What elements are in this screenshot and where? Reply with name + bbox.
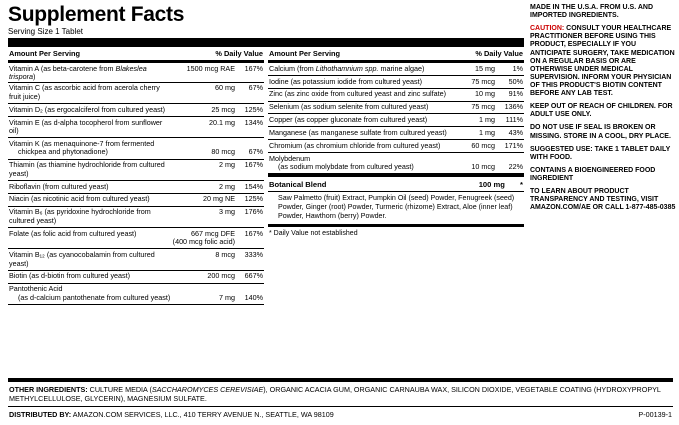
- nutrient-dv: 167%: [236, 159, 264, 180]
- table-row-continuation: [268, 163, 524, 174]
- other-ingredients-label: OTHER INGREDIENTS:: [9, 385, 88, 394]
- table-row: [268, 127, 524, 140]
- transparency-statement: TO LEARN ABOUT PRODUCT TRANSPARENCY AND TESTING, VISIT AMAZON.COM/AE OR CALL 1-877-485-0385: [530, 188, 676, 212]
- nutrient-amount: 1 mg: [448, 114, 496, 127]
- nutrient-dv: 667%: [236, 270, 264, 283]
- nutrient-name-continued: chickpea and phytonadione): [8, 148, 172, 159]
- table-row: [268, 88, 524, 101]
- nutrient-name: Vitamin B₆ (as pyridoxine hydrochloride from cultured yeast): [8, 206, 172, 227]
- nutrient-amount: 10 mg: [448, 88, 496, 101]
- distributed-by-address: AMAZON.COM SERVICES, LLC., 410 TERRY AVENUE N., SEATTLE, WA 98109: [71, 410, 334, 419]
- nutrient-name: Manganese (as manganese sulfate from cultured yeast): [268, 127, 448, 140]
- nutrient-name: Calcium (from Lithothamnium spp. marine algae): [268, 63, 448, 75]
- nutrient-name: Molybdenum: [269, 153, 311, 163]
- nutrient-name-continued: (as sodium molybdate from cultured yeast): [268, 163, 448, 174]
- table-row: [8, 206, 264, 227]
- table-row: [268, 63, 524, 75]
- nutrient-dv: 176%: [236, 206, 264, 227]
- amount-per-serving-label-left: Amount Per Serving: [9, 49, 81, 59]
- nutrient-amount-continued: (400 mcg folic acid): [172, 238, 236, 249]
- table-row: [268, 75, 524, 88]
- nutrient-columns: [8, 47, 524, 305]
- botanical-blend-amount: 100 mg: [478, 179, 505, 189]
- nutrient-name: Thiamin (as thiamine hydrochloride from cultured yeast): [8, 159, 172, 180]
- nutrient-dv: 125%: [236, 104, 264, 117]
- nutrient-amount: 20 mg NE: [172, 193, 236, 206]
- nutrient-amount: 25 mcg: [172, 104, 236, 117]
- nutrient-name: Vitamin A (as beta-carotene from Blakeslea trispora): [9, 63, 147, 82]
- nutrient-name: Biotin (as d-biotin from cultured yeast): [8, 270, 172, 283]
- nutrient-column-right: [268, 47, 524, 305]
- table-row: [8, 180, 264, 193]
- label-top-area: [8, 3, 676, 305]
- nutrient-amount: 60 mcg: [448, 140, 496, 153]
- nutrient-column-left: [8, 47, 264, 305]
- nutrient-amount: 20.1 mg: [172, 116, 236, 137]
- table-row-continuation: [8, 148, 264, 159]
- nutrient-name: Niacin (as nicotinic acid from cultured yeast): [8, 193, 172, 206]
- suggested-use-label: SUGGESTED USE:: [530, 145, 593, 153]
- nutrient-dv: 1%: [496, 63, 524, 75]
- label-bottom-area: [8, 378, 673, 421]
- nutrient-dv: [236, 238, 264, 249]
- table-row: [8, 104, 264, 117]
- distributed-by: [8, 407, 673, 421]
- nutrient-table-left: [8, 63, 264, 305]
- table-row-continuation: [8, 294, 264, 305]
- nutrient-dv: 134%: [236, 116, 264, 137]
- do-not-use-statement: DO NOT USE IF SEAL IS BROKEN OR MISSING. STORE IN A COOL, DRY PLACE.: [530, 124, 671, 140]
- daily-value-footnote: * Daily Value not established: [269, 229, 358, 237]
- nutrient-name: Riboflavin (from cultured yeast): [8, 180, 172, 193]
- nutrient-dv: 67%: [236, 148, 264, 159]
- daily-value-label-right: % Daily Value: [475, 49, 523, 59]
- nutrient-dv: 22%: [496, 163, 524, 174]
- nutrient-dv: 154%: [236, 180, 264, 193]
- nutrient-dv: 167%: [244, 63, 263, 73]
- nutrient-amount: 75 mcg: [448, 101, 496, 114]
- caution-statement: [530, 25, 678, 98]
- nutrient-amount: 1 mg: [448, 127, 496, 140]
- table-row: [8, 270, 264, 283]
- bioengineered-statement: CONTAINS A BIOENGINEERED FOOD INGREDIENT: [530, 166, 656, 182]
- nutrient-name: Vitamin C (as ascorbic acid from acerola cherry fruit juice): [8, 82, 172, 103]
- nutrient-name: Vitamin E (as d-alpha tocopherol from sunflower oil): [8, 116, 172, 137]
- nutrient-table-right: [268, 63, 524, 174]
- table-row: [268, 114, 524, 127]
- serving-size: Serving Size 1 Tablet: [8, 27, 84, 37]
- nutrient-name: Folate (as folic acid from cultured yeast): [9, 228, 137, 238]
- caution-text: CONSULT YOUR HEALTHCARE PRACTITIONER BEFORE USING THIS PRODUCT, ESPECIALLY IF YOU ANTICIPATE SURGERY, TAKE MEDICATION ON A REGULAR BASIS OR ARE OTHERWISE UNDER MEDICAL SUPERVISION. INFORM YOUR PHYSICIAN OF THIS PRODUCT'S BIOTIN CONTENT BEFORE ANY LAB TEST.: [530, 25, 675, 98]
- nutrient-amount: 60 mg: [172, 82, 236, 103]
- page-title: Supplement Facts: [8, 3, 185, 26]
- table-row: [8, 116, 264, 137]
- other-ingredients-text-1: CULTURE MEDIA (: [87, 385, 152, 394]
- botanical-blend-header: [268, 177, 524, 191]
- nutrient-amount: 667 mcg DFE: [191, 228, 235, 238]
- nutrient-name: Vitamin D₂ (as ergocalciferol from cultured yeast): [8, 104, 172, 117]
- nutrient-name: Vitamin B₁₂ (as cyanocobalamin from cultured yeast): [8, 249, 172, 270]
- product-info-panel: [524, 4, 678, 217]
- table-row: [268, 140, 524, 153]
- table-row-continuation: [8, 238, 264, 249]
- nutrient-dv: 91%: [496, 88, 524, 101]
- column-header-left: [8, 47, 264, 60]
- nutrient-amount: 8 mcg: [172, 249, 236, 270]
- distributed-by-label: DISTRIBUTED BY:: [9, 410, 72, 419]
- nutrient-dv: 136%: [496, 101, 524, 114]
- origin-statement: MADE IN THE U.S.A. FROM U.S. AND IMPORTED INGREDIENTS.: [530, 4, 654, 20]
- table-row: [8, 82, 264, 103]
- botanical-blend-dv: *: [520, 179, 523, 189]
- botanical-blend-title: Botanical Blend: [269, 179, 327, 189]
- nutrient-amount: 1500 mcg RAE: [186, 63, 235, 73]
- nutrient-amount: 2 mg: [172, 180, 236, 193]
- suggested-use-text: TAKE 1 TABLET DAILY WITH FOOD.: [530, 145, 671, 161]
- nutrient-dv: 67%: [236, 82, 264, 103]
- nutrient-amount: 80 mcg: [172, 148, 236, 159]
- nutrient-name: Chromium (as chromium chloride from cultured yeast): [268, 140, 448, 153]
- nutrient-amount: 7 mg: [172, 294, 236, 305]
- botanical-blend-ingredients: Saw Palmetto (fruit) Extract, Pumpkin Oil (seed) Powder, Fenugreek (seed) Powder, Ginger (root) Powder, Turmeric (rhizome) Extract, Aloe (inner leaf) Powder, Hawthorn (berry) Powder.: [278, 194, 515, 221]
- nutrient-amount: 15 mg: [448, 63, 496, 75]
- nutrient-dv: 111%: [496, 114, 524, 127]
- other-ingredients: [8, 382, 673, 406]
- table-row: [8, 159, 264, 180]
- nutrient-dv: 171%: [496, 140, 524, 153]
- nutrient-name-continued: [8, 238, 172, 249]
- table-row: [8, 193, 264, 206]
- other-ingredients-italic: SACCHAROMYCES CEREVISIAE: [151, 385, 264, 394]
- supplement-facts-panel: [8, 4, 524, 305]
- nutrient-amount: 75 mcg: [448, 75, 496, 88]
- nutrient-dv: 140%: [236, 294, 264, 305]
- keep-out-of-reach-statement: KEEP OUT OF REACH OF CHILDREN. FOR ADULT USE ONLY.: [530, 103, 673, 119]
- nutrient-name: Pantothenic Acid: [9, 284, 63, 294]
- distributed-by-text-group: [9, 410, 334, 419]
- nutrient-dv: 333%: [236, 249, 264, 270]
- nutrient-name: Iodine (as potassium iodide from cultured yeast): [268, 75, 448, 88]
- botanical-blend-amount-group: [479, 180, 523, 189]
- nutrient-name: Vitamin K (as menaquinone-7 from fermented: [9, 138, 155, 148]
- other-ingredients-text-2: ), ORGANIC ACACIA GUM, ORGANIC CARNAUBA WAX, SILICON DIOXIDE, VEGETABLE COATING (HYDROXYPROPYL METHYLCELLULOSE, GLYCERIN), MAGNESIUM SULFATE.: [9, 385, 661, 403]
- nutrient-dv: 43%: [496, 127, 524, 140]
- nutrient-name: Selenium (as sodium selenite from cultured yeast): [268, 101, 448, 114]
- table-row: [8, 63, 264, 82]
- nutrient-name-continued: (as d-calcium pantothenate from cultured yeast): [8, 294, 172, 305]
- nutrient-amount: 10 mcg: [448, 163, 496, 174]
- nutrient-dv: 167%: [244, 228, 263, 238]
- amount-per-serving-label-right: Amount Per Serving: [269, 49, 341, 59]
- suggested-use-statement: [530, 146, 678, 162]
- nutrient-amount: 2 mg: [172, 159, 236, 180]
- label-code: P-00139-1: [638, 410, 672, 419]
- thick-divider-top: [8, 38, 524, 47]
- table-row: [8, 249, 264, 270]
- nutrient-dv: 50%: [496, 75, 524, 88]
- nutrient-dv: 125%: [236, 193, 264, 206]
- nutrient-amount: 200 mcg: [172, 270, 236, 283]
- daily-value-label-left: % Daily Value: [215, 49, 263, 59]
- column-header-right: [268, 47, 524, 60]
- nutrient-name: Zinc (as zinc oxide from cultured yeast and zinc sulfate): [268, 88, 448, 101]
- nutrient-amount: 3 mg: [172, 206, 236, 227]
- table-row: [268, 101, 524, 114]
- caution-label: CAUTION:: [530, 25, 565, 33]
- nutrient-name: Copper (as copper gluconate from cultured yeast): [268, 114, 448, 127]
